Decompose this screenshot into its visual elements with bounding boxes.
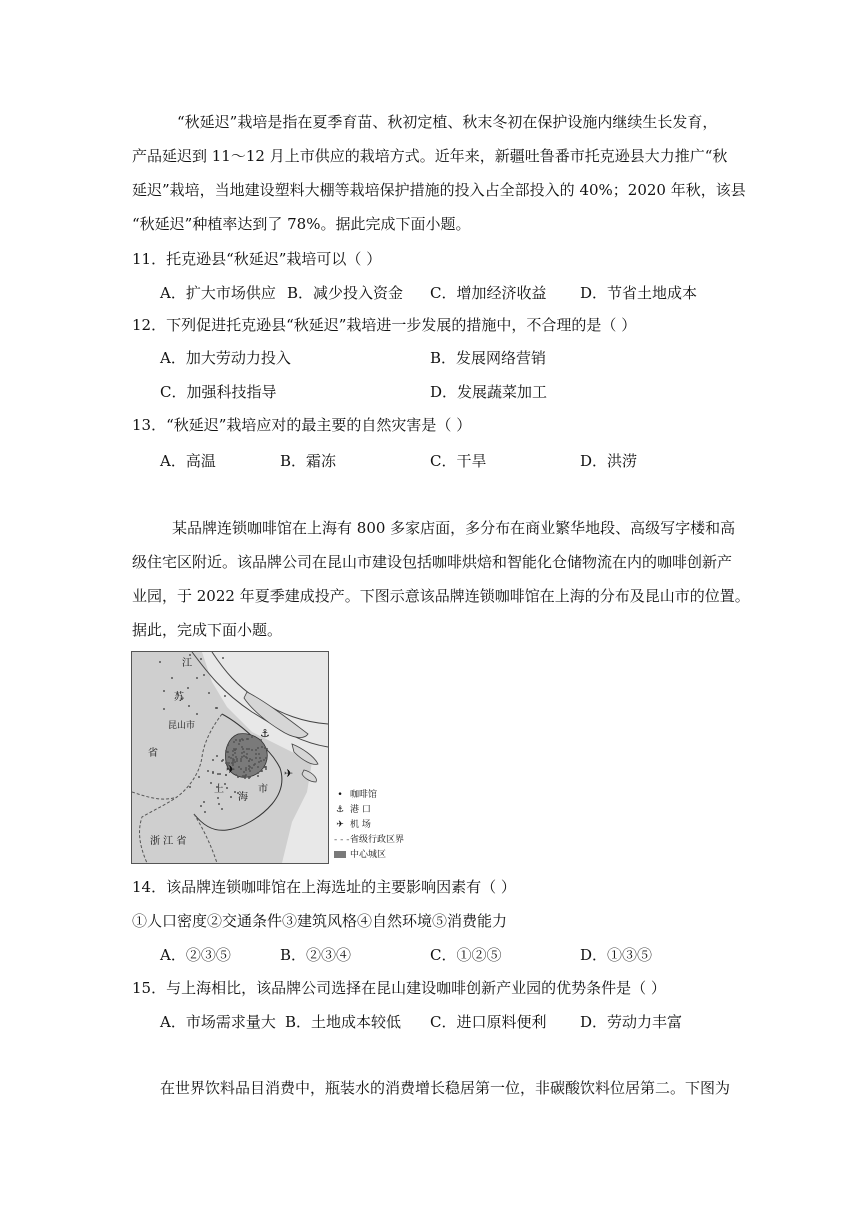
coffee-shop-dot xyxy=(233,741,235,743)
coffee-shop-dot xyxy=(249,776,251,778)
passage-2-line: 级住宅区附近。该品牌公司在昆山市建设包括咖啡烘焙和智能化仓储物流在内的咖啡创新产 xyxy=(132,553,733,571)
question-stem: 12．下列促进托克逊县“秋延迟”栽培进一步发展的措施中，不合理的是（ ） xyxy=(132,316,637,334)
coffee-shop-dot xyxy=(200,805,202,807)
option-a[interactable]: A．扩大市场供应 xyxy=(160,284,276,302)
coffee-shop-dot xyxy=(235,739,237,741)
option-d[interactable]: D．劳动力丰富 xyxy=(580,1013,683,1031)
passage-1-line: 延迟”栽培，当地建设塑料大棚等栽培保护措施的投入占全部投入的 40%；2020 年秋，该县 xyxy=(132,181,746,199)
legend-label: 港 口 xyxy=(350,805,371,815)
coffee-shop-dot xyxy=(248,760,250,762)
legend-item xyxy=(334,790,377,801)
coffee-shop-dot xyxy=(253,764,255,766)
anchor-icon: ⚓ xyxy=(260,727,270,740)
coffee-shop-dot xyxy=(263,759,265,761)
passage-1-line: 产品延迟到 11～12 月上市供应的栽培方式。近年来，新疆吐鲁番市托克逊县大力推广“秋 xyxy=(132,147,728,165)
passage-2-line: 某品牌连锁咖啡馆在上海有 800 多家店面，多分布在商业繁华地段、高级写字楼和高 xyxy=(172,519,736,537)
coffee-shop-dot xyxy=(221,808,223,810)
coffee-shop-dot xyxy=(227,744,229,746)
legend-item xyxy=(334,805,371,816)
legend-item xyxy=(334,835,404,846)
dashed-boundary-icon: - - - xyxy=(334,835,350,845)
passage-1-line: “秋延迟”种植率达到了 78%。据此完成下面小题。 xyxy=(132,215,471,233)
passage-1-line: “秋延迟”栽培是指在夏季育苗、秋初定植、秋末冬初在保护设施内继续生长发育， xyxy=(177,113,718,131)
coffee-shop-dot xyxy=(189,654,191,656)
coffee-shop-dot xyxy=(251,767,253,769)
option-c[interactable]: C．①②⑤ xyxy=(430,946,502,964)
coffee-shop-dot xyxy=(246,753,248,755)
coffee-shop-dot xyxy=(251,736,253,738)
coffee-shop-dot xyxy=(240,768,242,770)
coffee-shop-dot xyxy=(212,759,214,761)
option-d[interactable]: D．洪涝 xyxy=(580,452,638,470)
coffee-shop-dot xyxy=(222,657,224,659)
airplane-icon: ✈ xyxy=(226,763,236,776)
label-shang: 上 xyxy=(214,784,224,795)
legend-label: 省级行政区界 xyxy=(350,835,405,845)
label-zhejiang: 浙 江 省 xyxy=(150,836,187,847)
passage-3-line: 在世界饮料品目消费中，瓶装水的消费增长稳居第一位，非碳酸饮料位居第二。下图为 xyxy=(160,1079,731,1097)
anchor-icon: ⚓ xyxy=(335,805,345,815)
coffee-shop-dot xyxy=(208,692,210,694)
coffee-shop-dot xyxy=(236,758,238,760)
label-su: 苏 xyxy=(174,692,184,703)
option-a[interactable]: A．市场需求量大 xyxy=(160,1013,276,1031)
provincial-boundary xyxy=(194,814,217,863)
option-b[interactable]: B．土地成本较低 xyxy=(285,1013,402,1031)
coffee-shop-dot xyxy=(187,687,189,689)
option-c[interactable]: C．进口原料便利 xyxy=(430,1013,547,1031)
label-shi: 市 xyxy=(258,784,268,795)
option-c[interactable]: C．干旱 xyxy=(430,452,487,470)
option-c[interactable]: C．加强科技指导 xyxy=(160,383,277,401)
legend-label: 中心城区 xyxy=(350,850,387,860)
coffee-shop-dot xyxy=(207,770,209,772)
coffee-shop-dot xyxy=(257,766,259,768)
coffee-shop-dot xyxy=(248,768,250,770)
airplane-icon: ✈ xyxy=(336,820,344,830)
passage-2-line: 业园，于 2022 年夏季建成投产。下图示意该品牌连锁咖啡馆在上海的分布及昆山市的位置。 xyxy=(132,587,750,605)
question-stem: 11．托克逊县“秋延迟”栽培可以（ ） xyxy=(132,250,382,268)
coffee-shop-dot xyxy=(233,759,235,761)
question-sub-items: ①人口密度②交通条件③建筑风格④自然环境⑤消费能力 xyxy=(132,912,508,930)
coffee-shop-dot xyxy=(251,749,253,751)
coffee-shop-dot xyxy=(232,754,234,756)
option-d[interactable]: D．发展蔬菜加工 xyxy=(430,383,548,401)
legend-item xyxy=(334,850,386,861)
coffee-shop-dot xyxy=(241,746,243,748)
coffee-shop-dot xyxy=(224,695,226,697)
option-b[interactable]: B．②③④ xyxy=(280,946,352,964)
coffee-shop-dot xyxy=(203,801,205,803)
shanghai-map xyxy=(131,651,329,864)
coffee-shop-dot xyxy=(222,759,224,761)
legend-item xyxy=(334,820,371,831)
option-b[interactable]: B．霜冻 xyxy=(280,452,337,470)
coffee-shop-dot xyxy=(265,768,267,770)
coffee-shop-dot xyxy=(257,775,259,777)
label-jiang: 江 xyxy=(182,658,192,669)
coffee-shop-dot xyxy=(257,772,259,774)
coffee-shop-dot xyxy=(230,796,232,798)
coffee-shop-dot xyxy=(225,750,227,752)
coffee-shop-dot xyxy=(204,811,206,813)
coffee-shop-dot xyxy=(216,755,218,757)
coffee-shop-dot xyxy=(248,765,250,767)
coffee-shop-dot xyxy=(266,748,268,750)
coffee-shop-dot xyxy=(245,769,247,771)
coffee-shop-dot xyxy=(259,757,261,759)
option-b[interactable]: B．发展网络营销 xyxy=(430,349,547,367)
option-d[interactable]: D．①③⑤ xyxy=(580,946,653,964)
gray-box-icon xyxy=(334,850,346,861)
passage-2-line: 据此，完成下面小题。 xyxy=(132,621,283,639)
provincial-boundary xyxy=(132,792,177,799)
coffee-shop-dot xyxy=(217,773,219,775)
question-stem: 13．“秋延迟”栽培应对的最主要的自然灾害是（ ） xyxy=(132,416,472,434)
label-sheng: 省 xyxy=(148,748,158,759)
legend-label: 咖啡馆 xyxy=(350,790,378,800)
option-a[interactable]: A．②③⑤ xyxy=(160,946,231,964)
coffee-shop-dot xyxy=(257,747,259,749)
option-d[interactable]: D．节省土地成本 xyxy=(580,284,698,302)
question-stem: 15．与上海相比，该品牌公司选择在昆山建设咖啡创新产业园的优势条件是（ ） xyxy=(132,979,666,997)
label-kunshan: 昆山市 xyxy=(168,721,196,731)
coffee-shop-dot xyxy=(251,759,253,761)
coffee-shop-dot xyxy=(245,756,247,758)
coffee-dot-icon: • xyxy=(337,790,343,800)
coffee-shop-dot xyxy=(258,753,260,755)
legend-label: 机 场 xyxy=(350,820,371,830)
option-a[interactable]: A．加大劳动力投入 xyxy=(160,349,291,367)
question-stem: 14．该品牌连锁咖啡馆在上海选址的主要影响因素有（ ） xyxy=(132,878,516,896)
coffee-shop-dot xyxy=(196,677,198,679)
option-b[interactable]: B．减少投入资金 xyxy=(287,284,404,302)
airplane-icon: ✈ xyxy=(284,767,294,780)
coffee-shop-dot xyxy=(238,743,240,745)
label-hai: 海 xyxy=(238,792,248,803)
coffee-shop-dot xyxy=(234,791,236,793)
option-a[interactable]: A．高温 xyxy=(160,452,216,470)
option-c[interactable]: C．增加经济收益 xyxy=(430,284,547,302)
